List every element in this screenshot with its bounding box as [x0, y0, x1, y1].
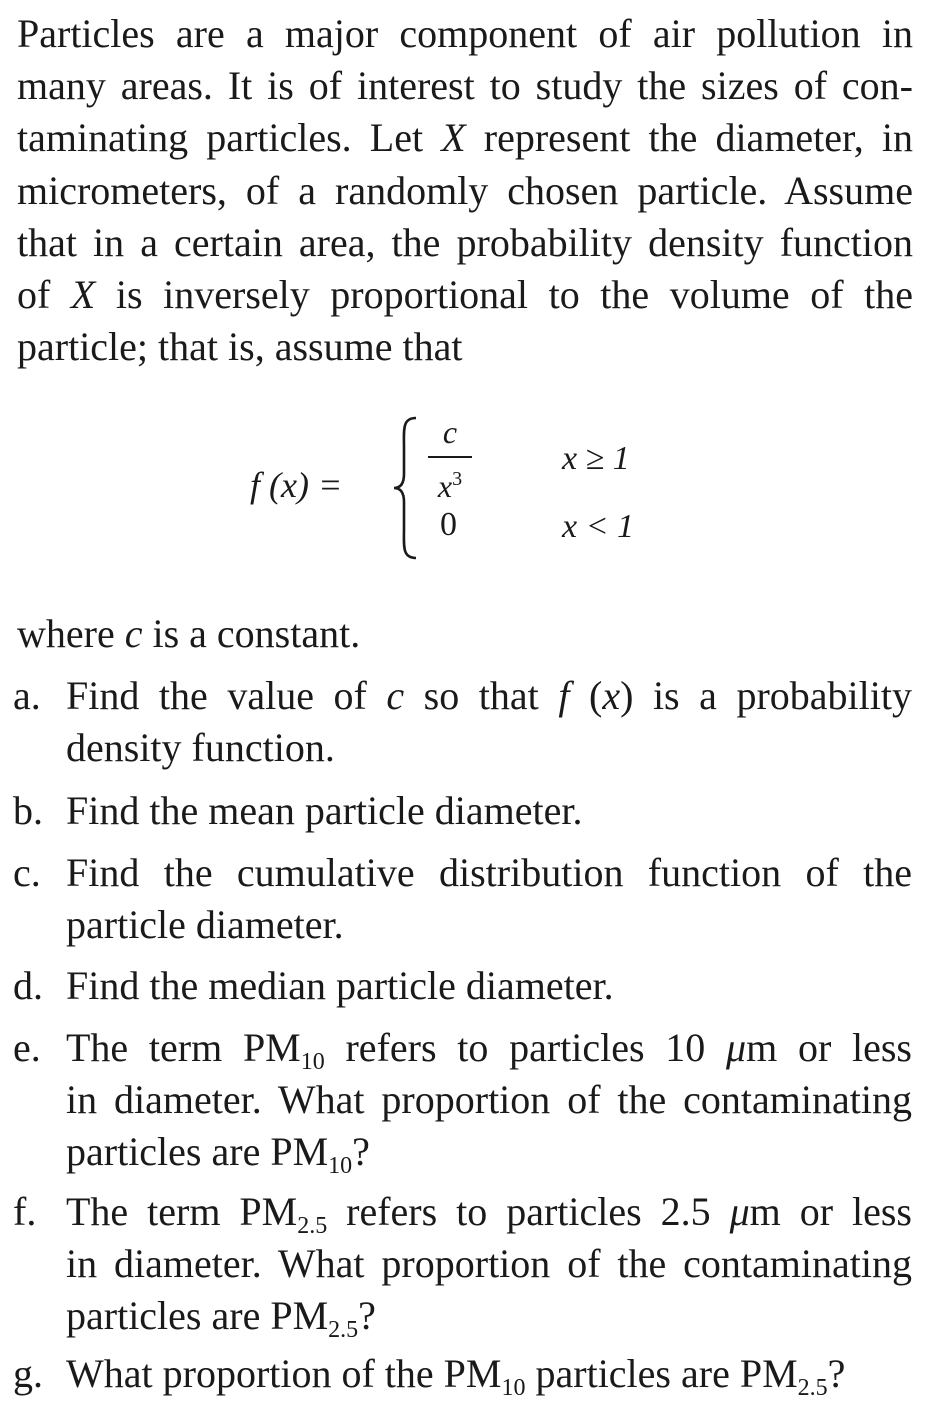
intro-line: particle; that is, assume that — [17, 324, 463, 370]
denominator-base: x — [437, 468, 453, 504]
question-label: e. — [13, 1025, 41, 1070]
question-label: g. — [13, 1351, 43, 1396]
question-label: f. — [13, 1189, 37, 1234]
question-line: in diameter. What proportion of the contaminating — [66, 1241, 912, 1286]
fraction — [428, 412, 472, 503]
left-brace-icon — [390, 414, 420, 562]
condition-ge-1: x ≥ 1 — [562, 440, 630, 477]
fraction-numerator: c — [442, 414, 458, 450]
question-label: d. — [13, 963, 43, 1008]
question-label: c. — [13, 850, 41, 895]
question-line: Find the cumulative distribution function of the — [66, 850, 912, 895]
question-line: particles are $PM_{2.5}$? — [66, 1293, 376, 1343]
denominator-exponent: 3 — [452, 468, 463, 490]
intro-paragraph — [17, 8, 913, 373]
question-label: a. — [13, 673, 41, 718]
formula-lhs: f (x) = — [250, 465, 343, 505]
question-line: in diameter. What proportion of the contaminating — [66, 1077, 912, 1122]
fraction-denominator — [428, 462, 472, 503]
intro-line: many areas. It is of interest to study the sizes of con- — [17, 63, 913, 109]
intro-line: Particles are a major component of air pollution in — [17, 11, 913, 56]
question-line: Find the mean particle diameter. — [66, 788, 583, 833]
formula-zero: 0 — [440, 506, 457, 543]
question-line: particles are $PM_{10}$? — [66, 1129, 370, 1179]
question-line: density function. — [66, 725, 335, 770]
question-line: Find the median particle diameter. — [66, 963, 614, 1008]
pdf-formula — [0, 400, 950, 570]
intro-line: taminating particles. Let X represent the diameter, in — [17, 115, 913, 161]
intro-line: micrometers, of a randomly chosen particle. Assume — [17, 167, 913, 213]
intro-line: of X is inversely proportional to the volume of the — [17, 271, 913, 317]
intro-line: that in a certain area, the probability density function — [17, 219, 913, 265]
fraction-bar — [428, 456, 472, 458]
question-line: particle diameter. — [66, 902, 344, 947]
condition-lt-1: x < 1 — [562, 508, 635, 545]
question-label: b. — [13, 788, 43, 833]
question-line: Find the value of c so that f (x) is a probability — [66, 673, 912, 718]
question-line: What proportion of the $PM_{10}$ particles are $PM_{2.5}$? — [66, 1351, 846, 1401]
question-line: The term $PM_{10}$ refers to particles 10 μm or less — [66, 1025, 912, 1075]
where-line: where c is a constant. — [17, 611, 361, 656]
question-line: The term $PM_{2.5}$ refers to particles 2.5 μm or less — [66, 1189, 913, 1239]
